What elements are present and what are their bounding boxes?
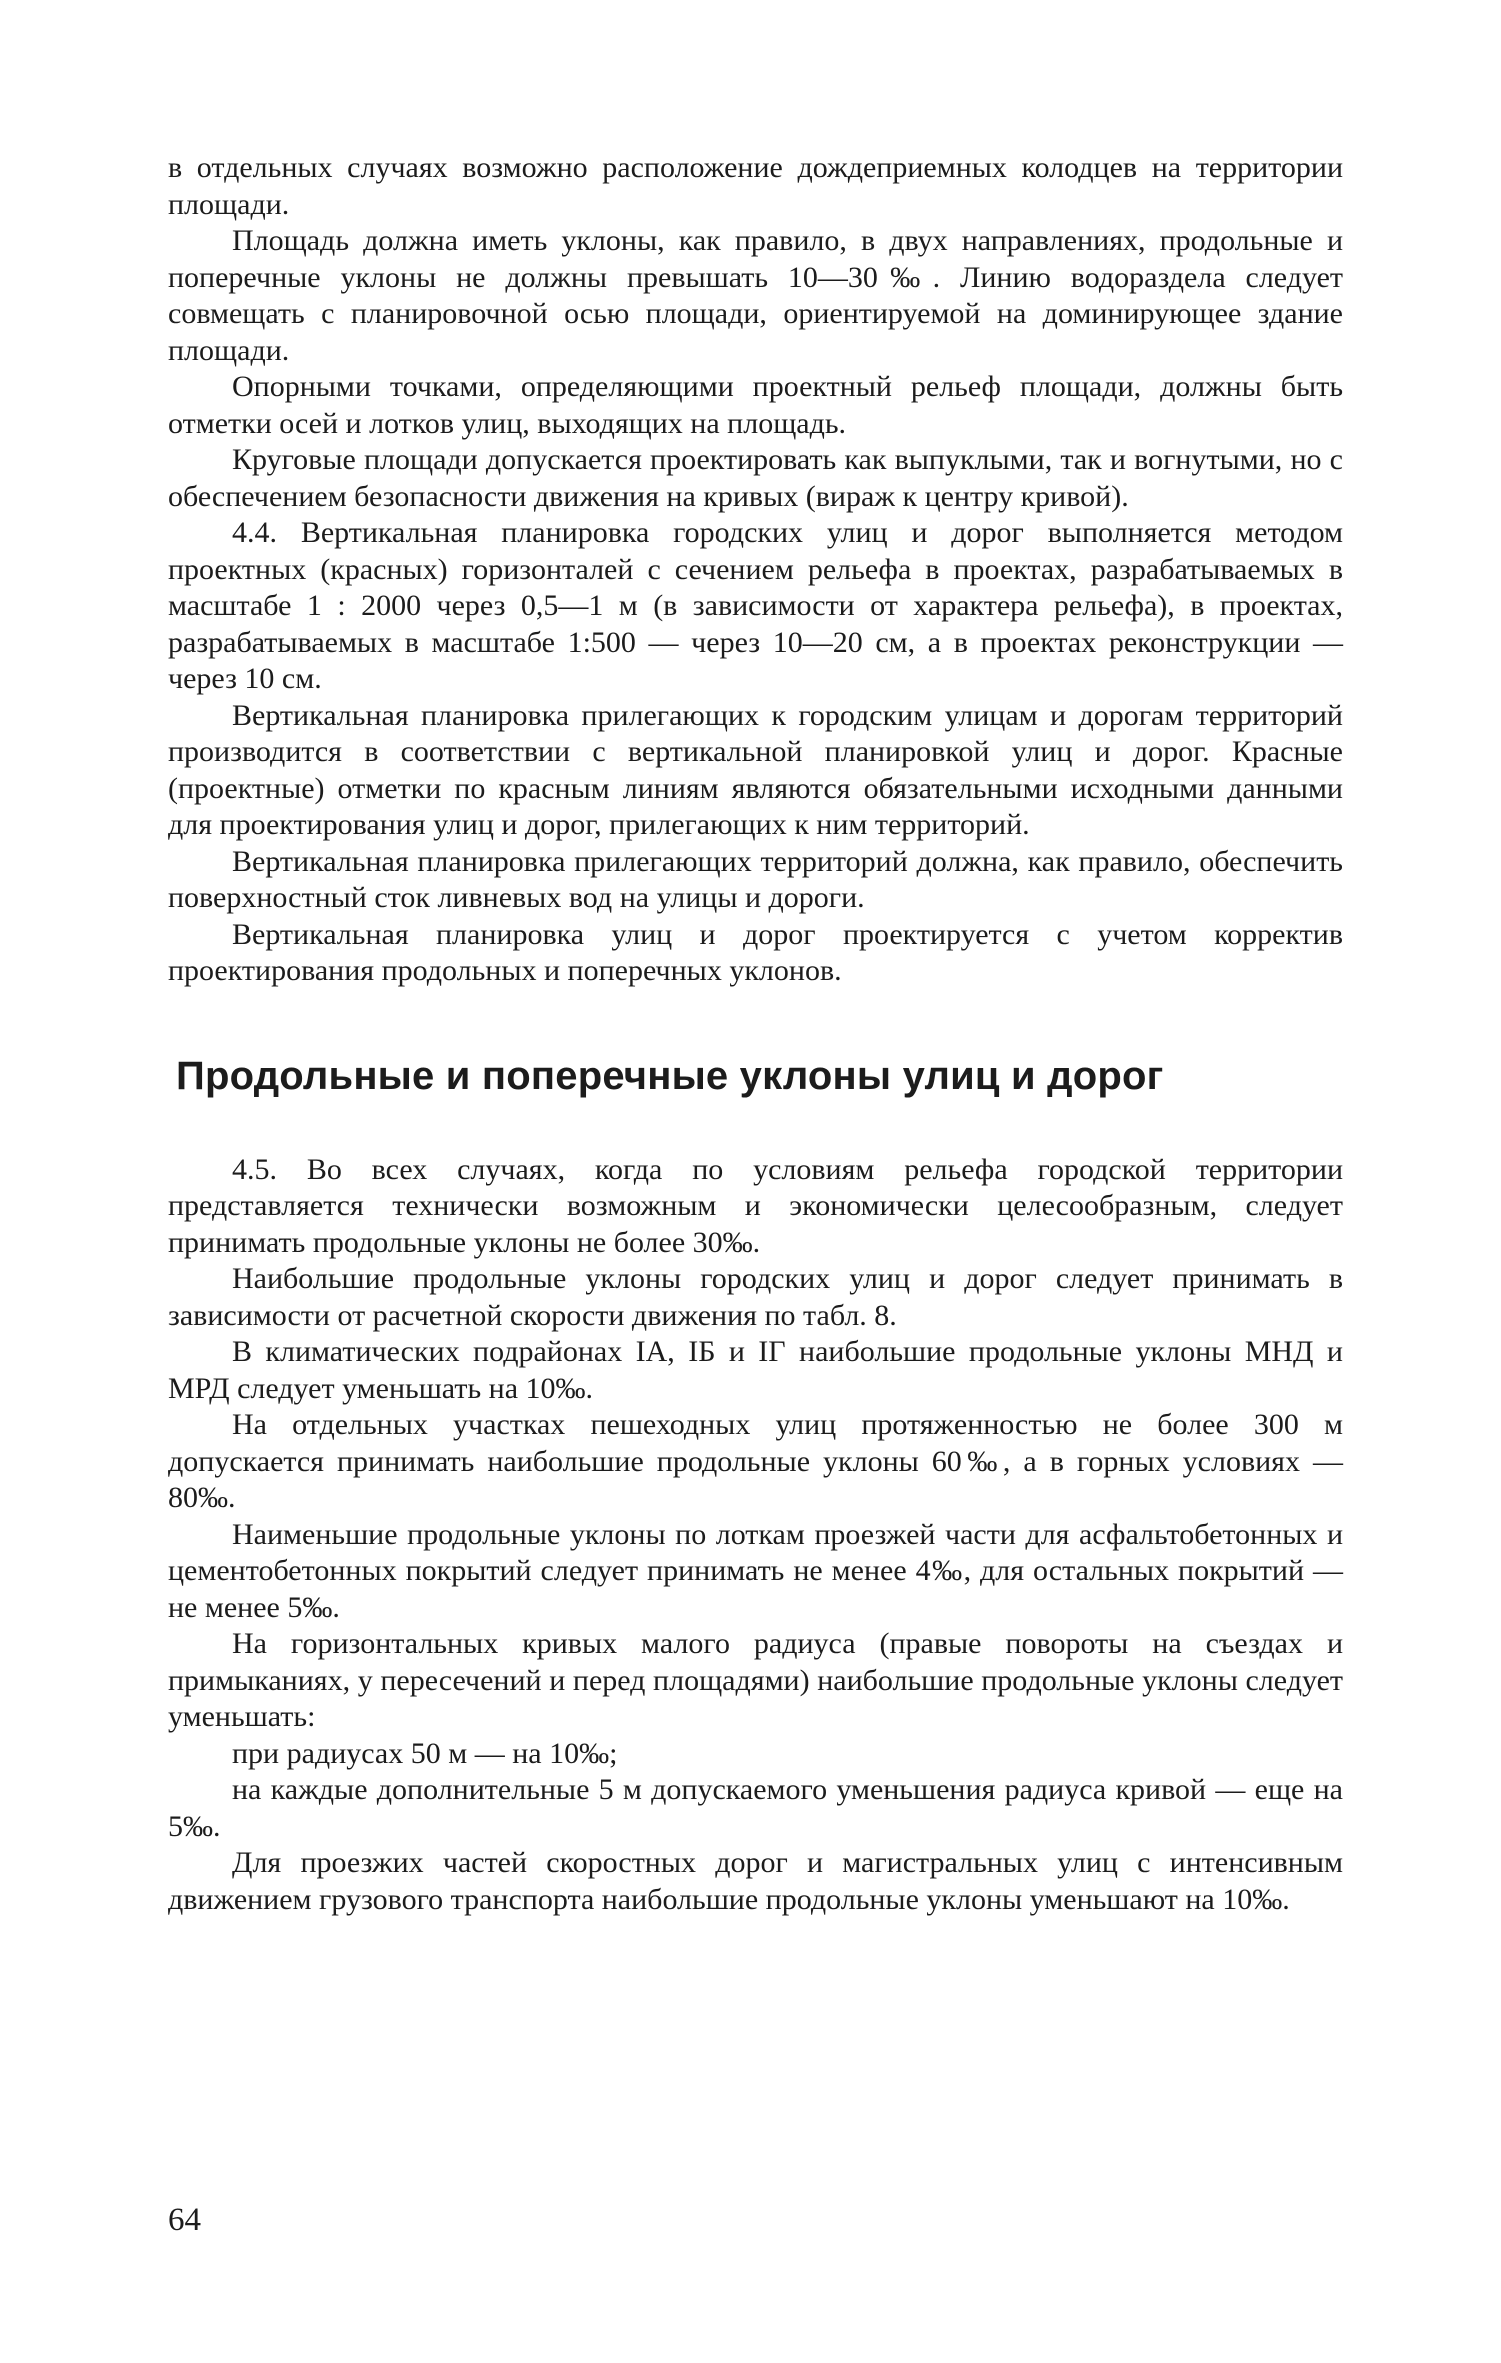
paragraph: Вертикальная планировка прилегающих территорий должна, как правило, обеспечить поверхностный сток ливневых вод на улицы и дороги. xyxy=(168,844,1343,914)
paragraph: На горизонтальных кривых малого радиуса (правые повороты на съездах и примыканиях, у пересечений и перед площадями) наибольшие продольные уклоны следует уменьшать: xyxy=(168,1627,1343,1733)
text-block-top xyxy=(168,150,1343,990)
page-body xyxy=(168,150,1343,1918)
paragraph: На отдельных участках пешеходных улиц протяженностью не более 300 м допускается принимать наибольшие продольные уклоны 60‰, а в горных условиях — 80‰. xyxy=(168,1408,1343,1514)
paragraph: Наименьшие продольные уклоны по лоткам проезжей части для асфальтобетонных и цементобетонных покрытий следует принимать не менее 4‰, для остальных покрытий — не менее 5‰. xyxy=(168,1517,1343,1624)
paragraph: Круговые площади допускается проектировать как выпуклыми, так и вогнутыми, но с обеспечением безопасности движения на кривых (вираж к центру кривой). xyxy=(168,443,1343,513)
paragraph: Площадь должна иметь уклоны, как правило, в двух направлениях, продольные и поперечные уклоны не должны превышать 10—30‰. Линию водораздела следует совмещать с планировочной осью площади, ориентируемой на доминирующее здание площади. xyxy=(168,224,1343,367)
list-item: на каждые дополнительные 5 м допускаемого уменьшения радиуса кривой — еще на 5‰. xyxy=(168,1773,1343,1843)
text-block-bottom xyxy=(168,1152,1343,1919)
paragraph: Вертикальная планировка улиц и дорог проектируется с учетом корректив проектирования продольных и поперечных уклонов. xyxy=(168,917,1343,987)
paragraph: Вертикальная планировка прилегающих к городским улицам и дорогам территорий производится в соответствии с вертикальной планировкой улиц и дорог. Красные (проектные) отметки по красным линиям являются обязательными исходными данными для проектирования улиц и дорог, прилегающих к ним территорий. xyxy=(168,698,1343,841)
paragraph-4-5: 4.5. Во всех случаях, когда по условиям рельефа городской территории представляется технически возможным и экономически целесообразным, следует принимать продольные уклоны не более 30‰. xyxy=(168,1152,1343,1259)
paragraph: в отдельных случаях возможно расположение дождеприемных колодцев на территории площади. xyxy=(168,151,1343,221)
paragraph: Наибольшие продольные уклоны городских улиц и дорог следует принимать в зависимости от расчетной скорости движения по табл. 8. xyxy=(168,1262,1343,1332)
paragraph: Опорными точками, определяющими проектный рельеф площади, должны быть отметки осей и лотков улиц, выходящих на площадь. xyxy=(168,370,1343,440)
paragraph-4-4: 4.4. Вертикальная планировка городских улиц и дорог выполняется методом проектных (красных) горизонталей с сечением рельефа в проектах, разрабатываемых в масштабе 1 : 2000 через 0,5—1 м (в зависимости от характера рельефа), в проектах, разрабатываемых в масштабе 1:500 — через 10—20 см, а в проектах реконструкции — через 10 см. xyxy=(168,516,1343,695)
paragraph: Для проезжих частей скоростных дорог и магистральных улиц с интенсивным движением грузового транспорта наибольшие продольные уклоны уменьшают на 10‰. xyxy=(168,1846,1343,1916)
page-number: 64 xyxy=(168,2202,201,2238)
paragraph: В климатических подрайонах IА, IБ и IГ наибольшие продольные уклоны МНД и МРД следует уменьшать на 10‰. xyxy=(168,1335,1343,1405)
section-heading: Продольные и поперечные уклоны улиц и дорог xyxy=(176,1053,1164,1098)
list-item: при радиусах 50 м — на 10‰; xyxy=(232,1736,618,1770)
